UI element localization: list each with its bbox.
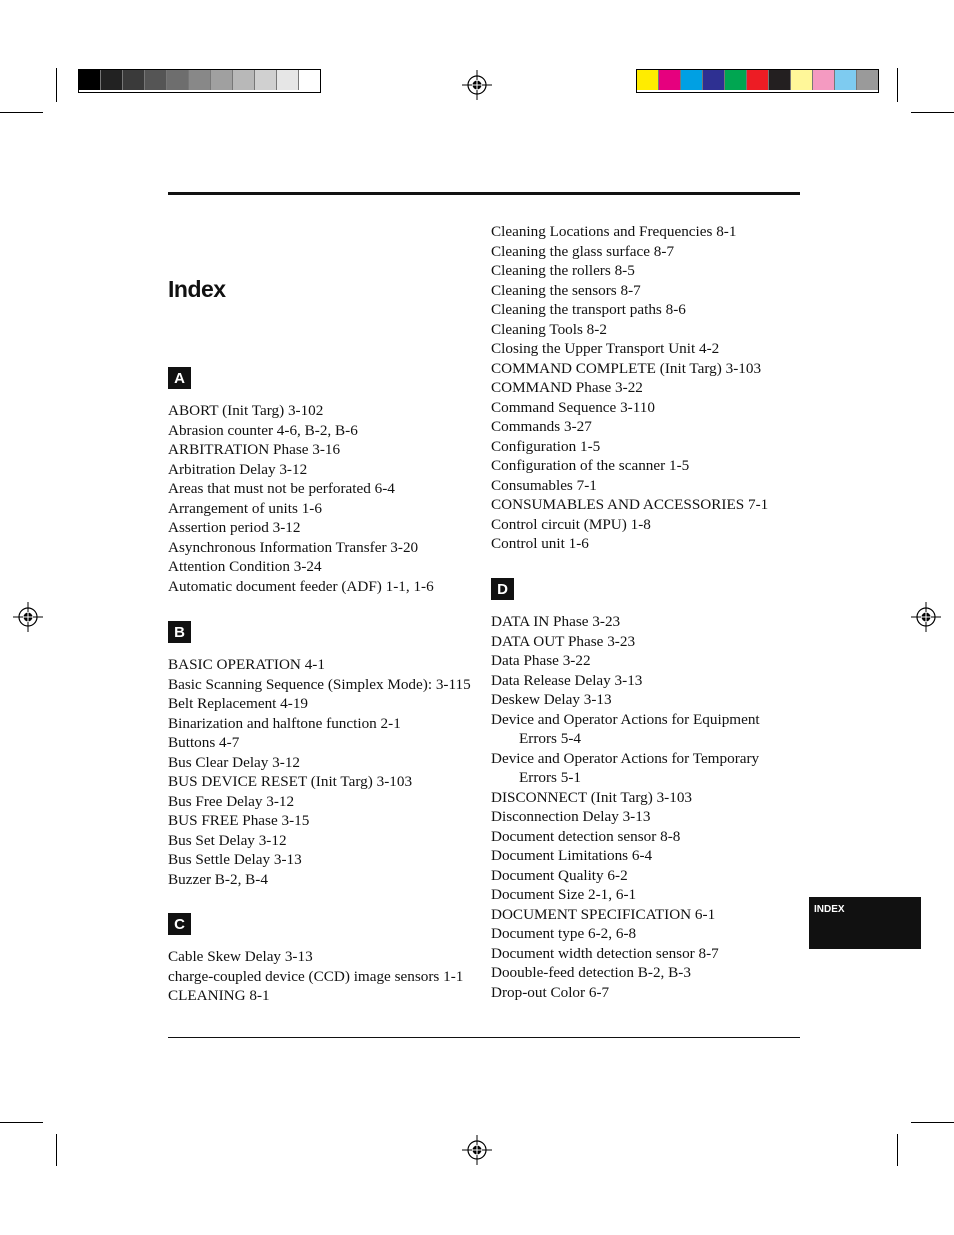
crop-mark bbox=[911, 112, 954, 113]
color-swatch bbox=[813, 70, 835, 90]
color-swatch bbox=[233, 70, 255, 90]
index-entry: Arrangement of units 1-6 bbox=[168, 499, 322, 517]
index-entry: DISCONNECT (Init Targ) 3-103 bbox=[491, 788, 693, 806]
crop-mark bbox=[0, 112, 43, 113]
index-entry: Document width detection sensor 8-7 bbox=[491, 944, 719, 962]
color-swatch bbox=[101, 70, 123, 90]
process-color-bar bbox=[636, 69, 879, 93]
thumb-tab-label: INDEX bbox=[814, 904, 845, 915]
index-entry: Automatic document feeder (ADF) 1-1, 1-6 bbox=[168, 577, 434, 595]
index-entry: Configuration of the scanner 1-5 bbox=[491, 457, 690, 474]
index-entry: Control circuit (MPU) 1-8 bbox=[491, 515, 651, 533]
index-entry: Asynchronous Information Transfer 3-20 bbox=[168, 538, 419, 556]
index-entry: charge-coupled device (CCD) image sensors 1-1 bbox=[168, 967, 464, 985]
index-list-b bbox=[168, 655, 471, 889]
registration-mark-icon bbox=[462, 1135, 492, 1165]
crop-mark bbox=[56, 68, 57, 102]
index-entry: Abrasion counter 4-6, B-2, B-6 bbox=[168, 421, 358, 439]
color-swatch bbox=[277, 70, 299, 90]
index-list-d bbox=[491, 612, 760, 1002]
index-entry: Belt Replacement 4-19 bbox=[168, 695, 309, 712]
registration-mark-icon bbox=[462, 70, 492, 100]
color-swatch bbox=[189, 70, 211, 90]
index-entry: Cleaning Locations and Frequencies 8-1 bbox=[491, 223, 737, 240]
index-entry: Cable Skew Delay 3-13 bbox=[168, 948, 313, 965]
page-title: Index bbox=[168, 276, 226, 302]
index-entry: Cleaning the glass surface 8-7 bbox=[491, 242, 675, 260]
crop-mark bbox=[0, 1122, 43, 1123]
index-entry: Control unit 1-6 bbox=[491, 535, 589, 552]
index-entry: Data Release Delay 3-13 bbox=[491, 671, 643, 689]
index-entry: Device and Operator Actions for Temporary bbox=[491, 749, 760, 767]
index-entry: Document detection sensor 8-8 bbox=[491, 827, 681, 845]
color-swatch bbox=[255, 70, 277, 90]
index-entry: Command Sequence 3-110 bbox=[491, 398, 655, 416]
registration-mark-icon bbox=[911, 602, 941, 632]
index-entry: Disconnection Delay 3-13 bbox=[491, 808, 651, 825]
index-entry: Cleaning the transport paths 8-6 bbox=[491, 301, 686, 318]
color-swatch bbox=[299, 70, 320, 90]
index-entry: Configuration 1-5 bbox=[491, 437, 601, 455]
header-rule bbox=[168, 192, 800, 195]
color-swatch bbox=[659, 70, 681, 90]
color-swatch bbox=[835, 70, 857, 90]
index-entry: Bus Set Delay 3-12 bbox=[168, 831, 287, 849]
color-swatch bbox=[637, 70, 659, 90]
index-entry-continuation: Errors 5-4 bbox=[519, 730, 581, 747]
index-entry: ARBITRATION Phase 3-16 bbox=[168, 441, 341, 458]
color-swatch bbox=[79, 70, 101, 90]
index-entry: Drop-out Color 6-7 bbox=[491, 983, 610, 1001]
color-swatch bbox=[703, 70, 725, 90]
index-entry: CONSUMABLES AND ACCESSORIES 7-1 bbox=[491, 496, 769, 513]
index-entry: Arbitration Delay 3-12 bbox=[168, 460, 308, 478]
index-entry: BUS DEVICE RESET (Init Targ) 3-103 bbox=[168, 773, 413, 790]
index-entry: Assertion period 3-12 bbox=[168, 519, 301, 536]
index-entry: Deskew Delay 3-13 bbox=[491, 691, 612, 708]
section-letter-b: B bbox=[168, 621, 191, 643]
index-entry: Closing the Upper Transport Unit 4-2 bbox=[491, 340, 720, 357]
index-entry: Data Phase 3-22 bbox=[491, 652, 591, 669]
index-entry: DATA OUT Phase 3-23 bbox=[491, 632, 636, 650]
index-entry: DOCUMENT SPECIFICATION 6-1 bbox=[491, 905, 716, 923]
index-entry: Cleaning the rollers 8-5 bbox=[491, 262, 635, 279]
index-entry: Cleaning Tools 8-2 bbox=[491, 320, 607, 338]
crop-mark bbox=[911, 1122, 954, 1123]
grayscale-color-bar bbox=[78, 69, 321, 93]
index-thumb-tab bbox=[809, 897, 921, 949]
color-swatch bbox=[167, 70, 189, 90]
registration-mark-icon bbox=[13, 602, 43, 632]
crop-mark bbox=[897, 1134, 898, 1166]
index-entry: Document Size 2-1, 6-1 bbox=[491, 886, 637, 903]
color-swatch bbox=[145, 70, 167, 90]
index-list-a bbox=[168, 401, 434, 596]
index-entry: DATA IN Phase 3-23 bbox=[491, 613, 621, 630]
index-entry: Document type 6-2, 6-8 bbox=[491, 925, 637, 942]
index-entry: CLEANING 8-1 bbox=[168, 987, 270, 1004]
index-entry: Areas that must not be perforated 6-4 bbox=[168, 480, 395, 497]
section-letter-a: A bbox=[168, 367, 191, 389]
color-swatch bbox=[123, 70, 145, 90]
index-entry: BASIC OPERATION 4-1 bbox=[168, 656, 325, 673]
color-swatch bbox=[769, 70, 791, 90]
index-entry: Commands 3-27 bbox=[491, 418, 592, 435]
color-swatch bbox=[857, 70, 878, 90]
index-entry: Consumables 7-1 bbox=[491, 476, 597, 494]
index-list-c bbox=[168, 947, 463, 1006]
index-entry: Buttons 4-7 bbox=[168, 734, 240, 751]
index-entry: Document Quality 6-2 bbox=[491, 866, 628, 884]
color-swatch bbox=[791, 70, 813, 90]
index-entry: Bus Clear Delay 3-12 bbox=[168, 753, 301, 771]
color-swatch bbox=[681, 70, 703, 90]
index-entry: Bus Free Delay 3-12 bbox=[168, 792, 295, 810]
index-entry: ABORT (Init Targ) 3-102 bbox=[168, 402, 324, 419]
index-entry: Doouble-feed detection B-2, B-3 bbox=[491, 964, 691, 981]
crop-mark bbox=[56, 1134, 57, 1166]
index-entry: Document Limitations 6-4 bbox=[491, 847, 653, 864]
index-entry: Bus Settle Delay 3-13 bbox=[168, 851, 302, 868]
index-entry: COMMAND COMPLETE (Init Targ) 3-103 bbox=[491, 359, 762, 377]
index-entry: COMMAND Phase 3-22 bbox=[491, 379, 643, 396]
color-swatch bbox=[747, 70, 769, 90]
index-entry: Device and Operator Actions for Equipment bbox=[491, 710, 760, 728]
footer-rule bbox=[168, 1037, 800, 1038]
index-entry: Basic Scanning Sequence (Simplex Mode): 3-115 bbox=[168, 675, 471, 693]
index-entry: Cleaning the sensors 8-7 bbox=[491, 281, 641, 299]
index-entry-continuation: Errors 5-1 bbox=[519, 769, 581, 786]
index-entry: Attention Condition 3-24 bbox=[168, 558, 322, 575]
crop-mark bbox=[897, 68, 898, 102]
index-entry: Buzzer B-2, B-4 bbox=[168, 870, 268, 888]
index-entry: BUS FREE Phase 3-15 bbox=[168, 812, 310, 829]
section-letter-d: D bbox=[491, 578, 514, 600]
color-swatch bbox=[725, 70, 747, 90]
color-swatch bbox=[211, 70, 233, 90]
section-letter-c: C bbox=[168, 913, 191, 935]
index-list-c-continued bbox=[491, 222, 768, 554]
index-entry: Binarization and halftone function 2-1 bbox=[168, 714, 401, 732]
